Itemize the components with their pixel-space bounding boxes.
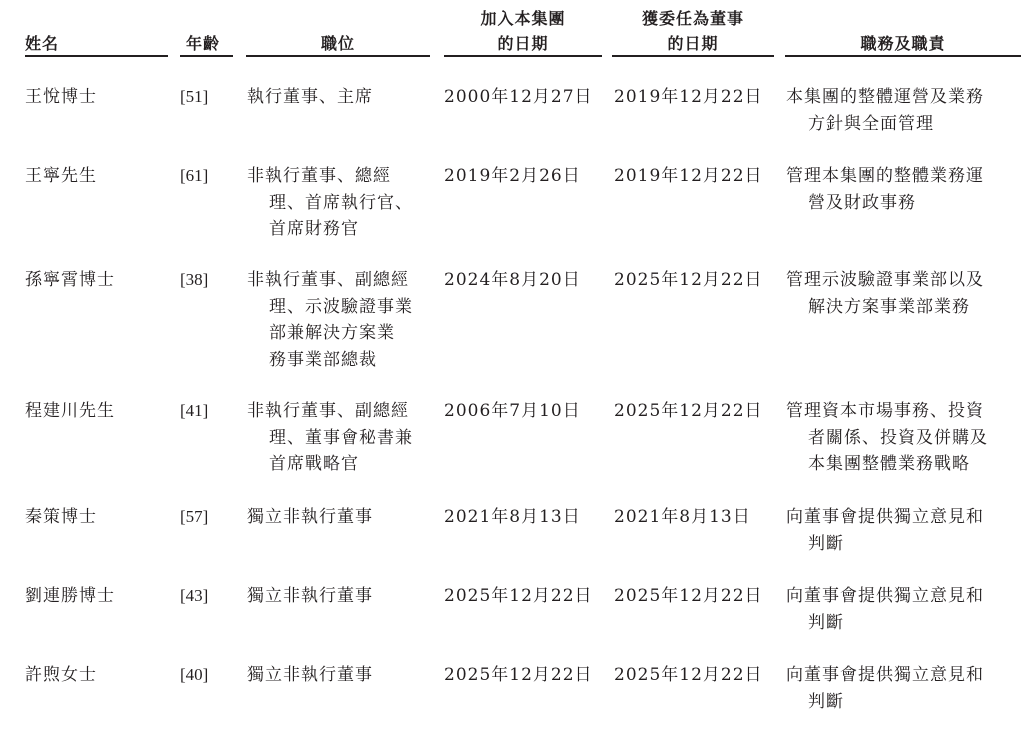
join-date: 2000年12月27日	[444, 87, 593, 107]
director-duties-line: 判斷	[808, 533, 844, 554]
join-date: 2025年12月22日	[444, 665, 593, 685]
header-rule-name	[25, 55, 168, 57]
header-rule-duties	[785, 55, 1021, 57]
director-age: [40]	[180, 665, 209, 684]
director-position	[247, 583, 373, 610]
join-date: 2006年7月10日	[444, 401, 581, 421]
director-position-line: 首席戰略官	[269, 454, 359, 474]
director-age: [43]	[180, 586, 209, 605]
director-position	[247, 84, 373, 111]
director-age: [61]	[180, 166, 209, 185]
director-duties-line: 者關係、投資及併購及	[808, 427, 988, 448]
director-position-line: 部兼解決方案業	[269, 323, 395, 343]
header-appoint-date-line2: 的日期	[667, 34, 719, 53]
appointment-date: 2025年12月22日	[614, 270, 763, 290]
director-position-line: 非執行董事、副總經	[247, 270, 409, 290]
header-duties: 職務及職責	[860, 34, 946, 53]
header-rule-position	[246, 55, 430, 57]
header-join-date-line2: 的日期	[497, 34, 549, 53]
join-date: 2021年8月13日	[444, 507, 581, 527]
director-duties-line: 判斷	[808, 612, 844, 633]
header-name: 姓名	[25, 34, 60, 53]
header-join-date-line1: 加入本集團	[480, 9, 566, 28]
director-duties-line: 判斷	[808, 691, 844, 712]
director-age: [51]	[180, 87, 209, 106]
appointment-date: 2025年12月22日	[614, 401, 763, 421]
director-name: 王寧先生	[25, 166, 97, 186]
join-date: 2025年12月22日	[444, 586, 593, 606]
director-duties-line: 本集團的整體運營及業務	[786, 87, 984, 107]
header-appoint-date-line1: 獲委任為董事	[641, 9, 744, 28]
header-rule-join-date	[444, 55, 602, 57]
appointment-date: 2025年12月22日	[614, 665, 763, 685]
director-duties	[786, 163, 984, 216]
director-position	[247, 163, 413, 243]
director-position-line: 理、示波驗證事業	[269, 296, 413, 317]
director-duties-line: 管理示波驗證事業部以及	[786, 270, 984, 290]
director-duties	[786, 267, 984, 320]
director-duties	[786, 504, 984, 557]
director-duties-line: 管理本集團的整體業務運	[786, 166, 984, 186]
appointment-date: 2019年12月22日	[614, 87, 763, 107]
director-position-line: 獨立非執行董事	[247, 586, 373, 606]
director-duties-line: 方針與全面管理	[808, 113, 934, 134]
director-position-line: 首席財務官	[269, 219, 359, 239]
appointment-date: 2025年12月22日	[614, 586, 763, 606]
director-duties-line: 向董事會提供獨立意見和	[786, 665, 984, 685]
director-duties	[786, 662, 984, 715]
director-duties	[786, 398, 988, 478]
director-position-line: 務事業部總裁	[269, 349, 377, 370]
director-name: 許煦女士	[25, 665, 97, 685]
header-rule-appoint-date	[612, 55, 774, 57]
director-name: 秦策博士	[25, 507, 97, 527]
director-name: 程建川先生	[25, 401, 115, 421]
director-position	[247, 267, 413, 373]
director-duties-line: 管理資本市場事務、投資	[786, 401, 984, 421]
director-position-line: 獨立非執行董事	[247, 665, 373, 685]
director-name: 王悅博士	[25, 87, 97, 107]
director-name: 孫寧霄博士	[25, 270, 115, 290]
director-position-line: 非執行董事、總經	[247, 166, 391, 186]
director-age: [38]	[180, 270, 209, 289]
director-position-line: 理、首席執行官、	[269, 192, 413, 213]
join-date: 2019年2月26日	[444, 166, 581, 186]
appointment-date: 2021年8月13日	[614, 507, 751, 527]
director-position	[247, 662, 373, 689]
director-duties-line: 向董事會提供獨立意見和	[786, 586, 984, 606]
director-position	[247, 504, 373, 531]
appointment-date: 2019年12月22日	[614, 166, 763, 186]
join-date: 2024年8月20日	[444, 270, 581, 290]
director-position-line: 獨立非執行董事	[247, 507, 373, 527]
director-duties-line: 營及財政事務	[808, 192, 916, 213]
director-position-line: 執行董事、主席	[247, 87, 373, 107]
header-age: 年齡	[186, 34, 221, 53]
director-duties-line: 向董事會提供獨立意見和	[786, 507, 984, 527]
director-duties	[786, 84, 984, 137]
director-age: [57]	[180, 507, 209, 526]
header-rule-age	[180, 55, 233, 57]
director-position	[247, 398, 413, 478]
director-duties-line: 解決方案事業部業務	[808, 296, 970, 317]
director-duties-line: 本集團整體業務戰略	[808, 454, 970, 474]
director-duties	[786, 583, 984, 636]
director-position-line: 理、董事會秘書兼	[269, 427, 413, 448]
header-position: 職位	[320, 34, 355, 53]
director-age: [41]	[180, 401, 209, 420]
director-name: 劉連勝博士	[25, 586, 115, 606]
director-position-line: 非執行董事、副總經	[247, 401, 409, 421]
